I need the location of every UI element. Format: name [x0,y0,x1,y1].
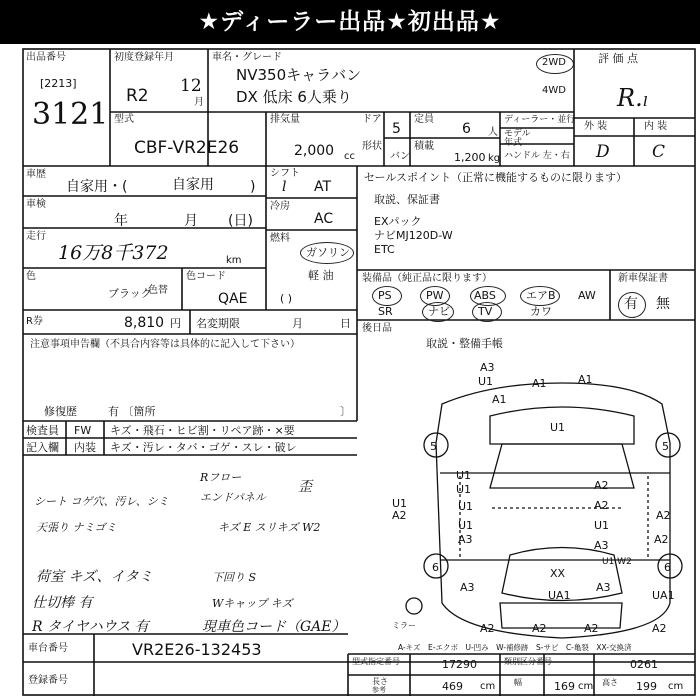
note-wheelcap: Wキャップ キズ [212,597,293,610]
chassis-label: 車台番号 [28,643,68,654]
sales-point-line-2: EXパック [374,215,422,228]
color-value: ブラック [108,287,152,300]
repair-history-label: 修復歴 [44,405,77,418]
shift-label: シフト [270,168,300,179]
mark-1: A3 [480,361,495,374]
shift-mark: l [282,179,287,195]
note-underbody: 下回り S [212,571,257,584]
displacement-unit: cc [344,151,355,162]
mark-19: U1 [594,519,610,532]
later-items-title: 後日品 [362,323,392,334]
recycle-unit: 円 [170,317,181,330]
repair-history-close: 〕 [340,405,351,418]
car-name-label: 車名・グレード [212,52,282,63]
width-value: 169 [554,680,575,693]
seat-count: 6 [462,121,471,137]
equip-aw: AW [578,289,596,302]
sheet-grid-lines [22,48,696,696]
note-cargo: 荷室 キズ、イタミ [36,569,153,585]
new-warranty-label: 新車保証書 [618,273,668,284]
fuel-other: ( ) [280,292,293,305]
seats-unit: 人 [488,127,498,138]
body-shape-label: 形状 [362,141,382,152]
repair-history-value: 有 〔箇所 [108,405,156,418]
ac-label: 冷房 [270,201,290,212]
chassis-number: VR2E26-132453 [132,640,262,659]
mark-27: A2 [480,622,495,635]
dealer-label: ディーラー・並行 [504,115,576,125]
load-capacity: 1,200 [454,151,486,164]
name-change-day: 日 [340,317,351,330]
mark-2: U1 [478,375,494,388]
inspection-day: (日) [228,213,253,229]
load-label: 積載 [414,141,434,152]
interior-label: 内 装 [644,121,668,132]
registration-era: R2 [126,86,149,106]
equip-tv: TV [478,305,493,318]
mark-25: A3 [460,581,475,594]
mileage-unit: km [226,255,242,266]
seats-label: 定員 [414,114,434,125]
lot-sub-number: [2213] [40,77,77,90]
displacement-label: 排気量 [270,114,300,125]
note-distortion: 歪 [298,479,312,495]
note-color-code: 現車色コード（GAE） [202,619,346,635]
inspector-label: 検査員 [26,424,59,437]
model-year-label: モデル 年式 [504,129,531,148]
equip-navi-circle [422,302,454,322]
later-items: 取説・整備手帳 [426,337,503,350]
class-number: 0261 [630,658,658,671]
writer-items: キズ・汚レ・タバ・ゴゲ・スレ・破レ [110,441,297,454]
note-partition: 仕切棒 有 [32,595,93,611]
car-grade: DX 低床 6人乗り [236,88,352,106]
note-seat: シート コゲ穴、汚レ、シミ [34,495,169,508]
mark-5: A1 [492,393,507,406]
score-value: R.ₗ [617,84,649,112]
mark-4: A1 [578,373,593,386]
writer-interior: 内装 [74,441,96,454]
width-label: 幅 [514,678,522,687]
equip-leather: カワ [530,305,552,318]
inspection-year: 年 [114,213,128,229]
name-change-label: 名変期限 [196,317,240,330]
note-ceiling: 天張り ナミゴミ [36,521,117,534]
fuel-diesel: 軽 油 [308,269,334,282]
mark-21: 6 [432,561,439,574]
color-label: 色 [26,271,36,282]
mark-30: A2 [652,622,667,635]
model-code-label: 型式 [114,114,134,125]
color-code-label: 色コード [186,271,226,282]
lot-number-label: 出品番号 [26,52,66,63]
length-unit: cm [480,681,496,692]
equip-sr: SR [378,305,393,318]
body-shape: バン [390,151,410,162]
ac-value: AC [314,211,334,227]
usage-label: 車歴 [26,169,46,180]
length-value: 469 [442,680,463,693]
notes-title: 注意事項申告欄（不具合内容等は具体的に記入して下さい） [30,339,300,350]
mark-10: U1 [456,483,472,496]
usage-value: 自家用・( [66,179,128,195]
type-number-label: 型式指定番号 [352,657,400,666]
color-change: 色替 [148,285,168,296]
equipment-title: 装備品（純正品に限ります） [362,273,492,284]
note-tyrehouse: R タイヤハウス 有 [32,619,149,635]
mirror-label: ミラー [392,621,416,630]
mark-33: U1 W2 [602,557,632,567]
equip-airbag: エアB [526,289,556,302]
name-change-month: 月 [292,317,303,330]
mark-14: A2 [392,509,407,522]
mark-26: A3 [596,581,611,594]
mark-23: XX [550,567,566,580]
mark-9: U1 [456,469,472,482]
model-code: CBF-VR2E26 [134,138,240,158]
exterior-grade: D [596,142,610,162]
writer-label: 記入欄 [26,441,59,454]
mark-15: A2 [594,499,609,512]
usage-close: ) [250,179,256,195]
equip-abs: ABS [474,289,496,302]
load-unit: kg [488,153,501,164]
mark-31: UA1 [652,589,675,602]
mark-7: 5 [430,440,437,453]
drive-2wd: 2WD [542,57,566,68]
mark-18: A3 [458,533,473,546]
mark-16: U1 [458,519,474,532]
equip-tv-circle [472,302,502,322]
height-unit: cm [668,681,684,692]
mark-28: A2 [532,622,547,635]
sales-point-line-3: ナビMJ120D-W [374,229,453,242]
sales-point-title: セールスポイント（正常に機能するものに限ります） [364,171,628,184]
dimension-ref-label: 参考 [372,686,386,694]
length-label: 長さ [372,677,388,686]
equip-airbag-circle [520,286,560,306]
mileage: 16万8千372 [58,242,169,264]
car-outline [406,383,682,638]
lot-number: 3121 [32,97,109,132]
width-unit: cm [578,681,594,692]
drive-4wd: 4WD [542,85,566,96]
fuel-label: 燃料 [270,233,290,244]
exterior-label: 外 装 [584,121,608,132]
mark-24: UA1 [548,589,571,602]
mark-32: A2 [654,533,669,546]
inspector-items: キズ・飛石・ヒビ割・リペア跡・×要 [110,424,295,437]
note-end-panel: エンドパネル [200,491,266,504]
warranty-no: 無 [656,296,670,312]
sales-point-line-1: 取説、保証書 [374,193,440,206]
auction-sheet [22,48,696,696]
mark-22: 6 [664,561,671,574]
equip-navi: ナビ [428,305,450,318]
mark-11: A2 [594,479,609,492]
handle-label: ハンドル 左・右 [504,151,570,161]
door-label: ドア [362,114,382,125]
mark-3: A1 [532,377,547,390]
mileage-label: 走行 [26,231,46,242]
note-rear-flow: Rフロー [200,471,242,484]
mark-20: A3 [594,539,609,552]
shift-value: AT [314,179,332,195]
mark-17: A2 [656,509,671,522]
usage-value-2: 自家用 [172,177,214,193]
sales-point-line-4: ETC [374,243,395,256]
first-registration-label: 初度登録年月 [114,52,174,63]
color-code: QAE [218,291,248,307]
mark-13: U1 [458,500,474,513]
registration-month-unit: 月 [194,97,204,108]
fuel-gasoline: ガソリン [306,246,350,259]
auction-banner: ★ディーラー出品★初出品★ [0,0,700,44]
displacement: 2,000 [294,143,335,159]
mark-12: U1 [392,497,408,510]
warranty-yes: 有 [624,296,638,312]
damage-legend: A-キズ E-エクボ U-凹み W-補修跡 S-サビ C-亀裂 XX-交換済 [398,643,632,652]
inspection-label: 車検 [26,199,46,210]
recycle-fee: 8,810 [124,315,165,331]
inspection-month: 月 [184,213,198,229]
mark-8: 5 [662,440,669,453]
registration-month: 12 [180,76,202,96]
class-number-label: 類別区分番号 [504,657,552,666]
door-count: 5 [392,121,401,137]
car-name: NV350キャラバン [236,66,362,84]
equip-ps-circle [372,286,402,306]
score-label: 評 価 点 [598,52,638,65]
inspector-fw: FW [74,424,92,437]
equip-ps: PS [378,289,392,302]
note-scratch: キズ E スリキズ W2 [218,521,321,534]
mark-6: U1 [550,421,566,434]
type-number: 17290 [442,658,477,671]
height-value: 199 [636,680,657,693]
equip-pw: PW [426,289,444,302]
interior-grade: C [652,142,666,162]
recycle-label: R券 [26,316,43,327]
registration-number-label: 登録番号 [28,675,68,686]
mark-29: A2 [584,622,599,635]
height-label: 高さ [602,678,618,687]
